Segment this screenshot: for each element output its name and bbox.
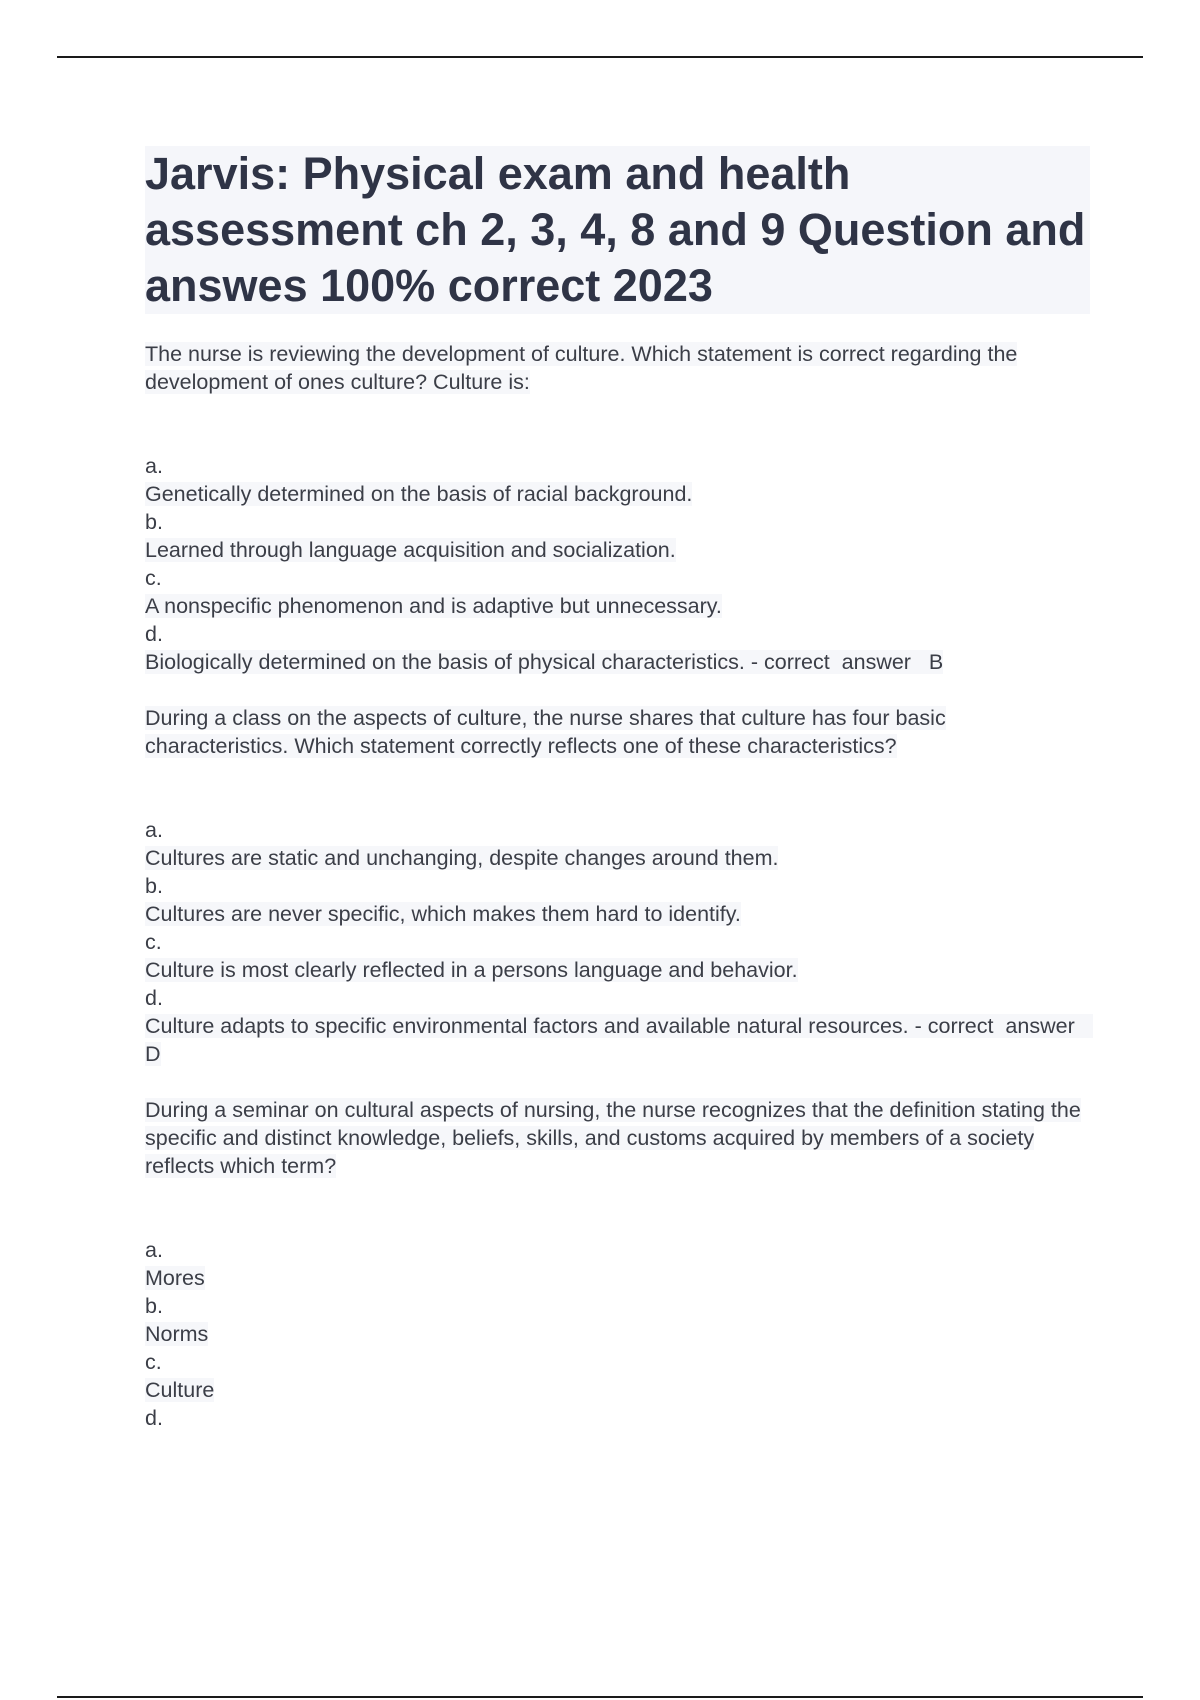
option-letter: c. <box>145 566 162 590</box>
option-text: Learned through language acquisition and socialization. <box>145 538 676 562</box>
option-letter: a. <box>145 1238 163 1262</box>
option-text: Cultures are never specific, which makes them hard to identify. <box>145 902 741 926</box>
option-letter: b. <box>145 510 163 534</box>
option-text: A nonspecific phenomenon and is adaptive but unnecessary. <box>145 594 722 618</box>
option-letter: b. <box>145 1294 163 1318</box>
title-box <box>145 146 1090 314</box>
question-text-2: During a class on the aspects of culture, the nurse shares that culture has four basic characteristics. Which statement correctly reflects one of these characteristics? <box>145 706 946 758</box>
document-title: Jarvis: Physical exam and health assessment ch 2, 3, 4, 8 and 9 Question and answes 100% correct 2023 <box>145 148 1086 311</box>
option-letter: c. <box>145 1350 162 1374</box>
option-text: Culture is most clearly reflected in a persons language and behavior. <box>145 958 798 982</box>
option-letter: d. <box>145 1406 163 1430</box>
option-text: Cultures are static and unchanging, despite changes around them. <box>145 846 779 870</box>
bottom-rule <box>57 1696 1143 1698</box>
question-text-1: The nurse is reviewing the development of culture. Which statement is correct regarding the development of ones culture? Culture is: <box>145 342 1018 394</box>
option-text: Culture <box>145 1378 215 1402</box>
question-block-3 <box>145 1096 1090 1432</box>
option-letter: d. <box>145 622 163 646</box>
top-rule <box>57 56 1143 58</box>
option-letter: d. <box>145 986 163 1010</box>
option-text: Genetically determined on the basis of racial background. <box>145 482 693 506</box>
option-text: Culture adapts to specific environmental factors and available natural resources. - correct answer D <box>145 1014 1093 1066</box>
option-text: Norms <box>145 1322 209 1346</box>
question-block-1 <box>145 340 1090 676</box>
option-text: Biologically determined on the basis of physical characteristics. - correct answer B <box>145 650 944 674</box>
option-letter: c. <box>145 930 162 954</box>
question-text-3: During a seminar on cultural aspects of nursing, the nurse recognizes that the definition stating the specific and distinct knowledge, beliefs, skills, and customs acquired by members of a society reflects which term? <box>145 1098 1081 1178</box>
option-letter: a. <box>145 818 163 842</box>
option-letter: a. <box>145 454 163 478</box>
option-text: Mores <box>145 1266 205 1290</box>
document-body <box>145 146 1093 1432</box>
option-letter: b. <box>145 874 163 898</box>
question-block-2 <box>145 704 1093 1068</box>
